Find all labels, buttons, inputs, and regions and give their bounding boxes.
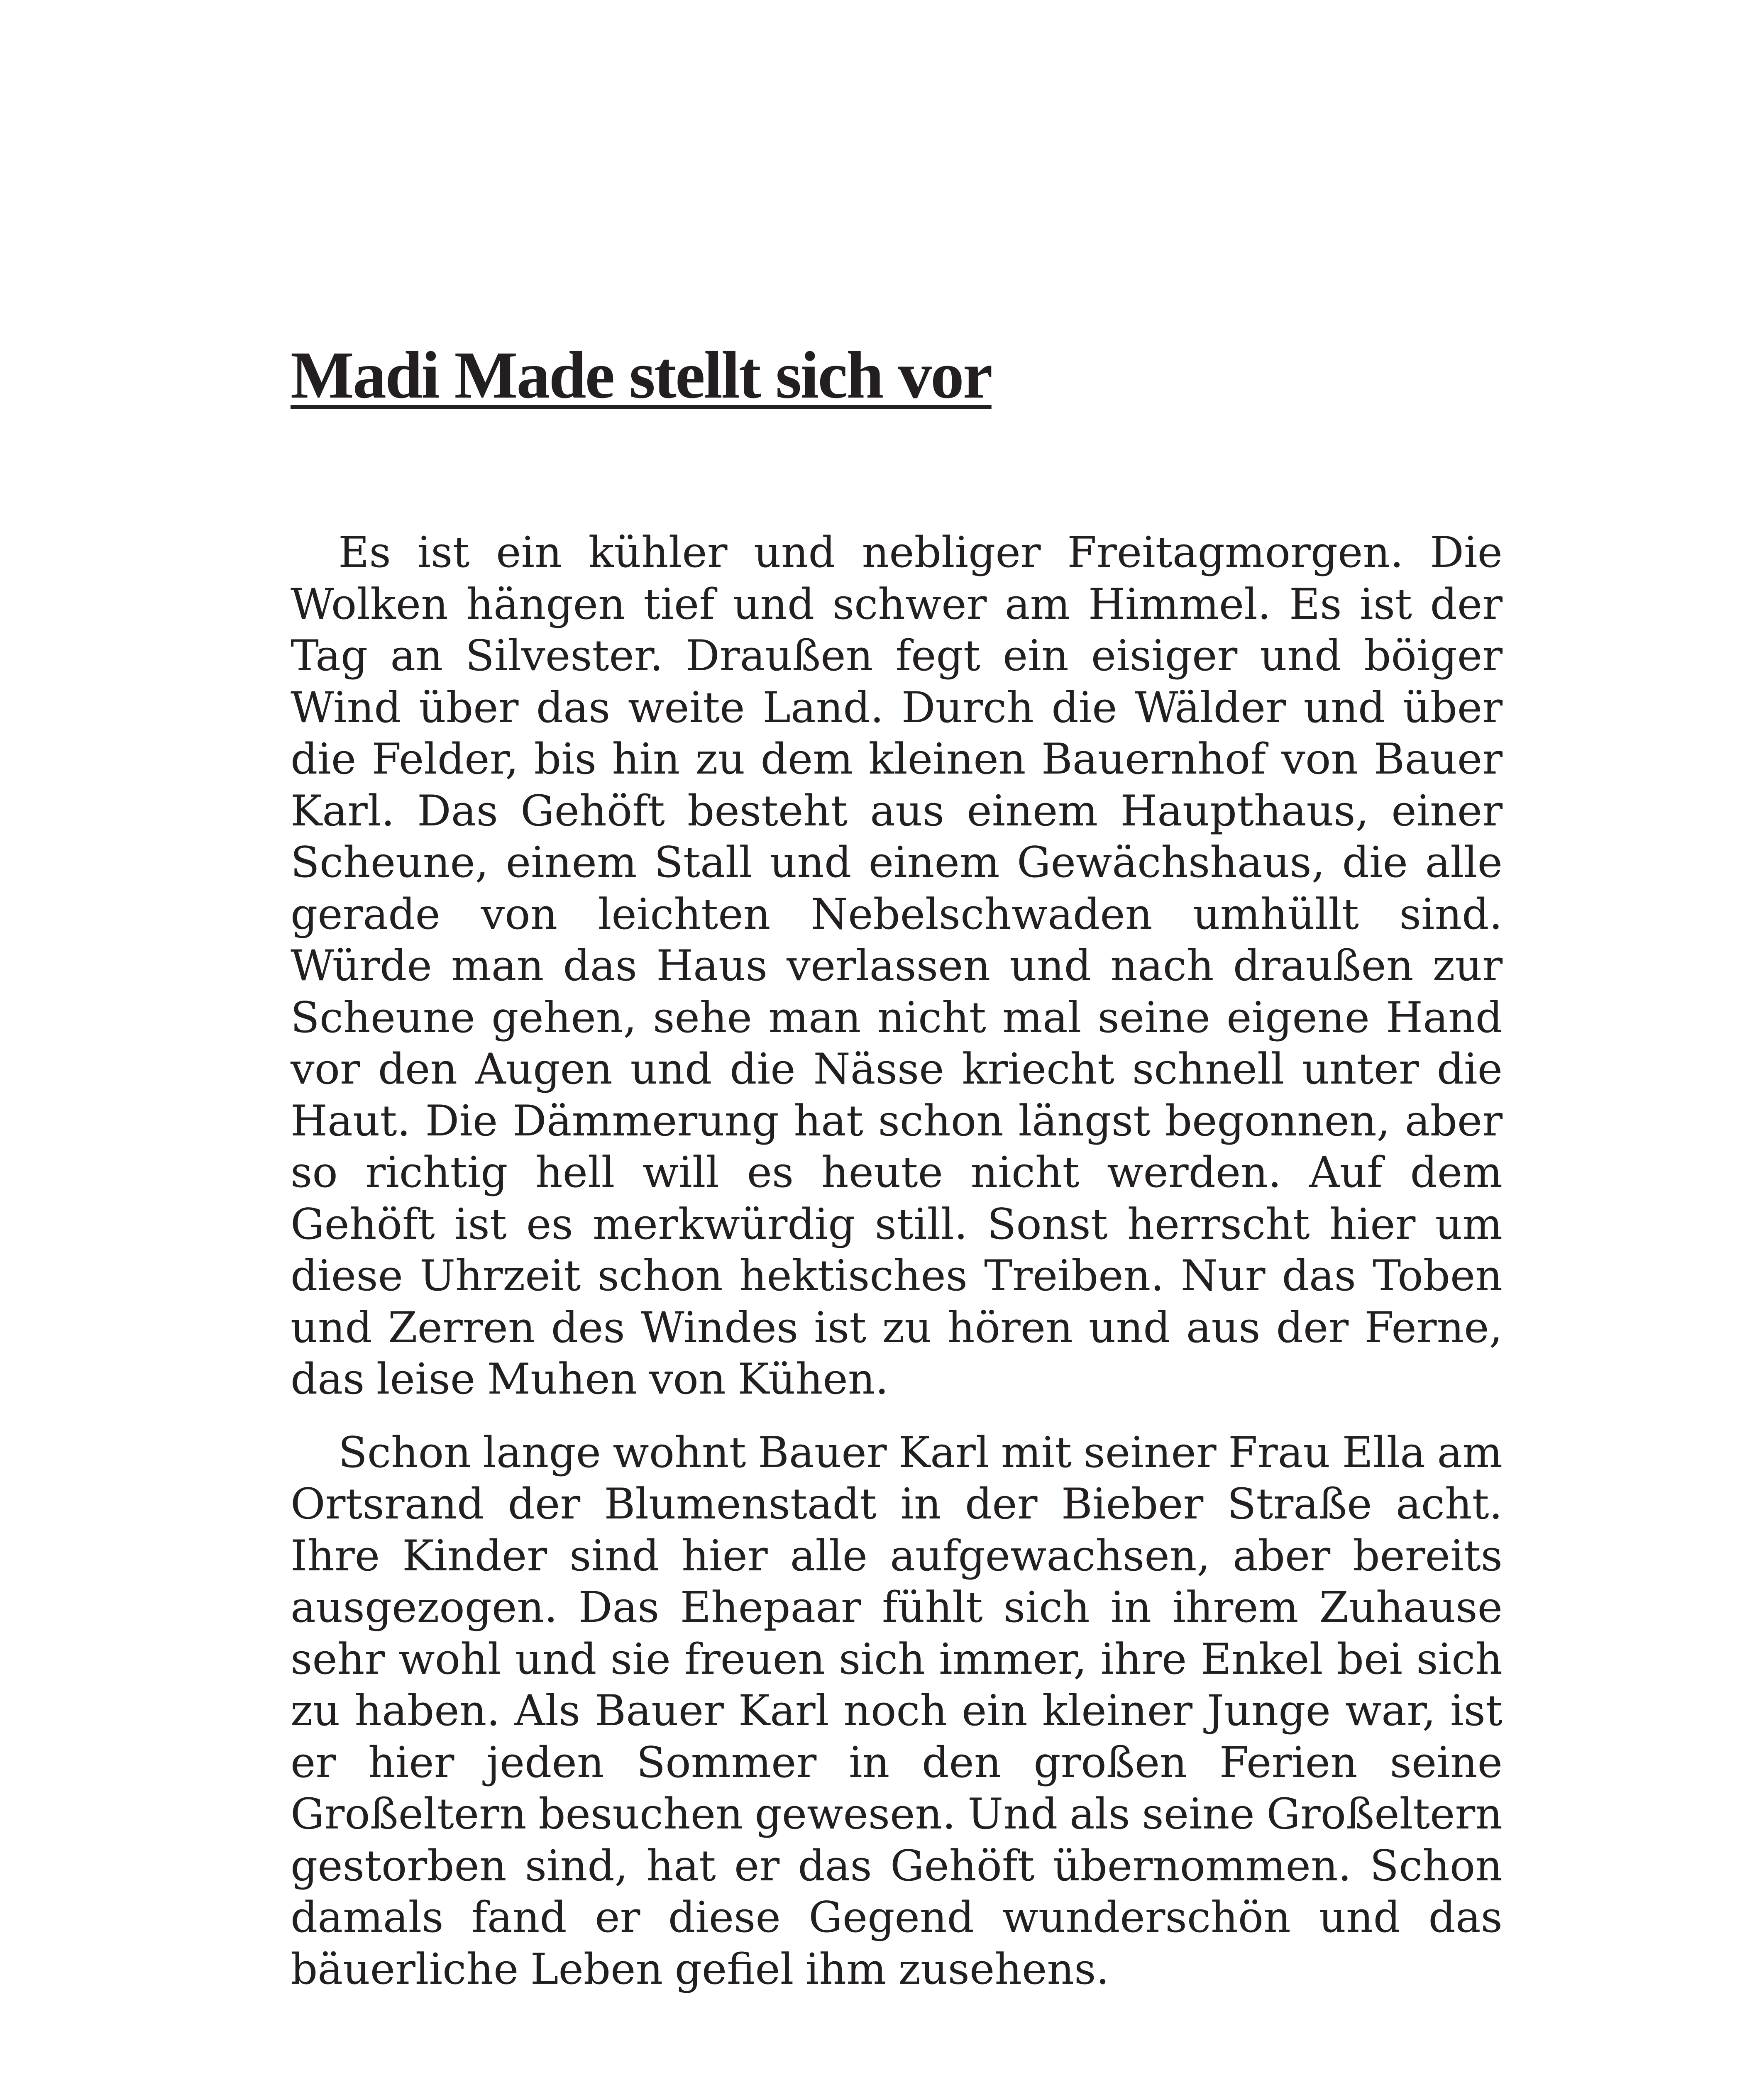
chapter-body [291, 527, 1503, 1995]
paragraph-1: Es ist ein kühler und nebliger Freitagmorgen. Die Wolken hängen tief und schwer am Himmel. Es ist der Tag an Silvester. Draußen fegt ein eisiger und böiger Wind über das weite Land. Durch die Wälder und über die Felder, bis hin zu dem kleinen Bauernhof von Bauer Karl. Das Gehöft besteht aus einem Haupthaus, einer Scheune, einem Stall und einem Gewächshaus, die alle gerade von leichten Nebelschwaden umhüllt sind. Würde man das Haus verlassen und nach draußen zur Scheune gehen, sehe man nicht mal seine eigene Hand vor den Augen und die Nässe kriecht schnell unter die Haut. Die Dämmerung hat schon längst begonnen, aber so richtig hell will es heute nicht werden. Auf dem Gehöft ist es merkwürdig still. Sonst herrscht hier um diese Uhrzeit schon hektisches Treiben. Nur das Toben und Zerren des Windes ist zu hören und aus der Ferne, das leise Muhen von Kühen. [291, 528, 1503, 1404]
chapter-title: Madi Made stellt sich vor [291, 338, 992, 413]
paragraph-2: Schon lange wohnt Bauer Karl mit seiner Frau Ella am Ortsrand der Blumenstadt in der Bieber Straße acht. Ihre Kinder sind hier alle aufgewachsen, aber bereits ausgezogen. Das Ehepaar fühlt sich in ihrem Zuhause sehr wohl und sie freuen sich immer, ihre Enkel bei sich zu haben. Als Bauer Karl noch ein kleiner Junge war, ist er hier jeden Sommer in den großen Ferien seine Großeltern besuchen gewesen. Und als seine Großeltern gestorben sind, hat er das Gehöft übernommen. Schon damals fand er diese Gegend wunderschön und das bäuerliche Leben gefiel ihm zusehens. [291, 1428, 1503, 1994]
